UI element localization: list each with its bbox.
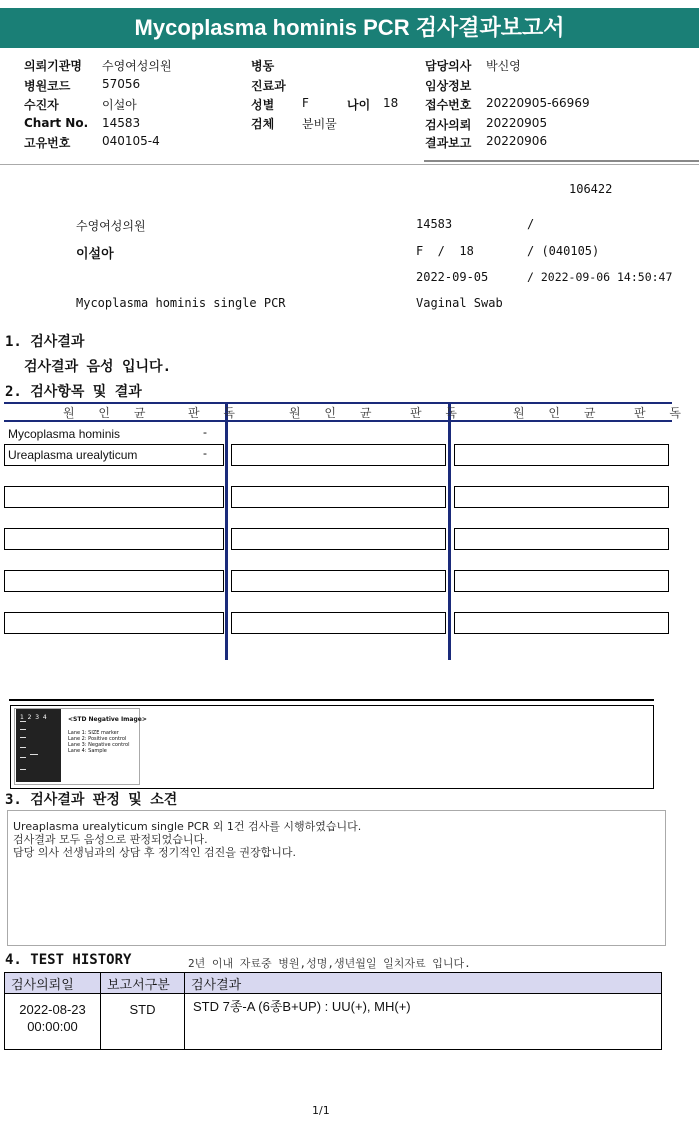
history-date: 2022-08-23 bbox=[19, 1002, 86, 1017]
result-cell bbox=[454, 486, 669, 508]
col-result-header: 판 독 bbox=[410, 406, 467, 420]
patient-label: 수진자 bbox=[24, 98, 59, 112]
unique-value: 040105-4 bbox=[102, 134, 160, 148]
page-number: 1/1 bbox=[312, 1104, 330, 1117]
result-cell bbox=[454, 612, 669, 634]
history-header-result: 검사결과 bbox=[185, 973, 662, 994]
col-result-header: 판 독 bbox=[188, 406, 245, 420]
history-header-type: 보고서구분 bbox=[101, 973, 185, 994]
result-cell bbox=[231, 444, 446, 466]
opinion-line1: Ureaplasma urealyticum single PCR 외 1건 검사를 시행하였습니다. bbox=[13, 820, 362, 833]
section3-title: 3. 검사결과 판정 및 소견 bbox=[5, 792, 178, 808]
summary-hospital: 수영여성의원 bbox=[76, 219, 146, 233]
summary-specimen: Vaginal Swab bbox=[416, 296, 503, 310]
history-table bbox=[4, 972, 662, 1050]
organism-result: - bbox=[203, 425, 207, 439]
specimen-value: 분비물 bbox=[302, 117, 337, 131]
result-cell bbox=[231, 528, 446, 550]
chart-value: 14583 bbox=[102, 116, 141, 130]
history-type: STD bbox=[101, 994, 185, 1050]
history-header-date: 검사의뢰일 bbox=[5, 973, 101, 994]
result-cell bbox=[231, 570, 446, 592]
result-cell bbox=[4, 528, 224, 550]
doctor-value: 박신영 bbox=[486, 59, 521, 73]
gel-lane-numbers: 1 2 3 4 bbox=[20, 714, 47, 721]
patient-value: 이설아 bbox=[102, 98, 137, 112]
col-organism-header: 원 인 균 bbox=[63, 406, 156, 420]
sex-label: 성별 bbox=[251, 98, 275, 112]
summary-date1: 2022-09-05 bbox=[416, 270, 489, 284]
summary-test: Mycoplasma hominis single PCR bbox=[76, 296, 286, 310]
gel-lane3: Lane 3: Negative control bbox=[68, 742, 130, 748]
receipt-value: 20220905-66969 bbox=[486, 96, 590, 110]
result-cell bbox=[454, 570, 669, 592]
summary-slash: / bbox=[527, 217, 535, 231]
history-time: 00:00:00 bbox=[27, 1019, 78, 1034]
result-cell bbox=[454, 444, 669, 466]
clinical-label: 임상정보 bbox=[425, 79, 472, 93]
request-label: 검사의뢰 bbox=[425, 118, 472, 132]
summary-id: / (040105) bbox=[527, 244, 600, 258]
organism-name: Ureaplasma urealyticum bbox=[8, 448, 138, 462]
report-title: Mycoplasma hominis PCR 검사결과보고서 bbox=[0, 8, 699, 48]
request-value: 20220905 bbox=[486, 116, 548, 130]
gel-divider bbox=[9, 699, 654, 701]
age-label: 나이 bbox=[347, 98, 371, 112]
result-cell bbox=[4, 570, 224, 592]
organism-result: - bbox=[203, 446, 207, 460]
sex-value: F bbox=[302, 96, 309, 110]
table-header-border bbox=[4, 420, 672, 422]
gel-title: <STD Negative Image> bbox=[68, 716, 147, 723]
column-divider bbox=[448, 402, 451, 660]
section2-title: 2. 검사항목 및 결과 bbox=[5, 384, 142, 400]
section4-title: 4. TEST HISTORY bbox=[5, 952, 132, 968]
result-cell bbox=[231, 612, 446, 634]
opinion-line2: 검사결과 모두 음성으로 판정되었습니다. bbox=[13, 833, 208, 846]
age-value: 18 bbox=[383, 96, 399, 110]
hospital-code-value: 57056 bbox=[102, 77, 141, 91]
history-note: 2년 이내 자료중 병원,성명,생년월일 일치자료 입니다. bbox=[188, 957, 471, 970]
col-organism-header: 원 인 균 bbox=[513, 406, 606, 420]
unique-label: 고유번호 bbox=[24, 136, 71, 150]
opinion-line3: 담당 의사 선생님과의 상담 후 정기적인 검진을 권장합니다. bbox=[13, 846, 296, 859]
result-cell bbox=[231, 486, 446, 508]
result-cell bbox=[4, 486, 224, 508]
header-divider bbox=[424, 160, 699, 162]
gel-lane1: Lane 1: SIZE marker bbox=[68, 730, 119, 736]
summary-patient: 이설아 bbox=[76, 247, 114, 262]
hospital-label: 의뢰기관명 bbox=[24, 59, 82, 73]
col-result-header: 판 독 bbox=[634, 406, 691, 420]
header-divider bbox=[0, 164, 699, 165]
col-organism-header: 원 인 균 bbox=[289, 406, 382, 420]
specimen-label: 검체 bbox=[251, 117, 275, 131]
result-cell bbox=[454, 528, 669, 550]
history-date-cell bbox=[5, 994, 101, 1050]
organism-name: Mycoplasma hominis bbox=[8, 427, 121, 441]
report-date-label: 결과보고 bbox=[425, 136, 472, 150]
ward-label: 병동 bbox=[251, 59, 275, 73]
hospital-code-label: 병원코드 bbox=[24, 79, 71, 93]
dept-label: 진료과 bbox=[251, 79, 286, 93]
chart-label: Chart No. bbox=[24, 116, 89, 130]
result-cell bbox=[4, 612, 224, 634]
report-date-value: 20220906 bbox=[486, 134, 548, 148]
gel-lane2: Lane 2: Positive control bbox=[68, 736, 127, 742]
summary-sex-age: F / 18 bbox=[416, 244, 474, 258]
receipt-label: 접수번호 bbox=[425, 98, 472, 112]
table-row bbox=[5, 994, 662, 1050]
doctor-label: 담당의사 bbox=[425, 59, 472, 73]
section1-title: 1. 검사결과 bbox=[5, 334, 85, 350]
report-number: 106422 bbox=[569, 182, 613, 196]
summary-chart: 14583 bbox=[416, 217, 453, 231]
hospital-value: 수영여성의원 bbox=[102, 59, 172, 73]
summary-date2: / 2022-09-06 14:50:47 bbox=[527, 270, 673, 284]
column-divider bbox=[225, 402, 228, 660]
history-result: STD 7종-A (6종B+UP) : UU(+), MH(+) bbox=[185, 994, 662, 1050]
section1-text: 검사결과 음성 입니다. bbox=[24, 359, 172, 375]
gel-lane4: Lane 4: Sample bbox=[68, 748, 107, 754]
